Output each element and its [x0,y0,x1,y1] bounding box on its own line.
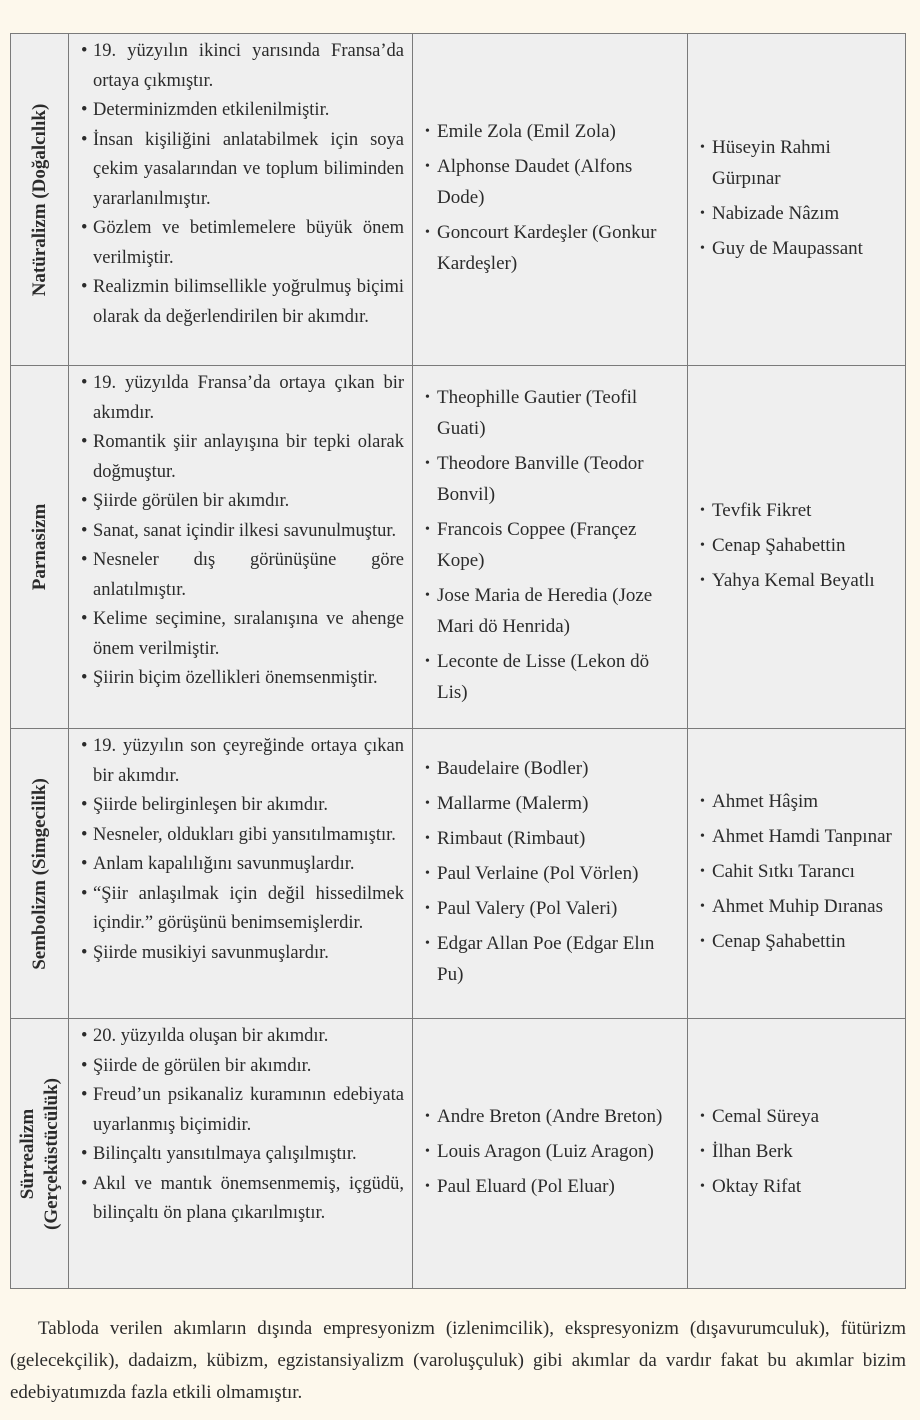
feature-item: • “Şiir anlaşılmak için değil hissedilmek içindir.” görüşünü benimsemişlerdir. [81,880,404,939]
movement-name-cell [11,366,69,729]
world-author-item: • Rimbaut (Rimbaut) [425,823,681,854]
world-author-item: • Theodore Banville (Teodor Bonvil) [425,448,681,510]
turkish-authors-list [688,132,905,264]
movement-name [28,778,52,970]
features-list [69,34,412,332]
feature-item: • Determinizmden etkilenilmiştir. [81,96,404,126]
world-author-item: • Andre Breton (Andre Breton) [425,1101,681,1132]
turkish-authors-list [688,495,905,596]
movement-name-cell [11,729,69,1019]
world-authors-list [413,753,687,990]
movement-name-line: Sürrealizm [16,1108,38,1199]
features-list [69,366,412,694]
world-authors-cell [413,366,688,729]
feature-item: • Şiirin biçim özellikleri önemsenmiştir. [81,664,404,694]
world-author-item: • Paul Verlaine (Pol Vörlen) [425,858,681,889]
turkish-authors-list [688,1101,905,1202]
world-author-item: • Emile Zola (Emil Zola) [425,116,681,147]
world-authors-list [413,116,687,279]
world-authors-list [413,1101,687,1202]
movement-row [11,366,906,729]
feature-item: • Şiirde görülen bir akımdır. [81,487,404,517]
world-authors-cell [413,1019,688,1289]
feature-item: • İnsan kişiliğini anlatabilmek için soya çekim yasalarından ve toplum biliminden yararlanılmıştır. [81,126,404,215]
world-author-item: • Theophille Gautier (Teofil Guati) [425,382,681,444]
feature-item: • 19. yüzyılın ikinci yarısında Fransa’da ortaya çıkmıştır. [81,37,404,96]
movement-name-cell [11,34,69,366]
turkish-authors-cell [688,366,906,729]
world-author-item: • Goncourt Kardeşler (Gonkur Kardeşler) [425,217,681,279]
movement-name-cell [11,1019,69,1289]
world-author-item: • Louis Aragon (Luiz Aragon) [425,1136,681,1167]
feature-item: • Şiirde belirginleşen bir akımdır. [81,791,404,821]
turkish-author-item: • Yahya Kemal Beyatlı [700,565,899,596]
world-author-item: • Leconte de Lisse (Lekon dö Lis) [425,646,681,708]
feature-item: • Kelime seçimine, sıralanışına ve ahenge önem verilmiştir. [81,605,404,664]
turkish-author-item: • Tevfik Fikret [700,495,899,526]
movement-features-cell [69,366,413,729]
world-author-item: • Edgar Allan Poe (Edgar Elın Pu) [425,928,681,990]
movement-name-line: Parnasizm [28,503,50,591]
movement-row [11,1019,906,1289]
world-author-item: • Baudelaire (Bodler) [425,753,681,784]
literary-movements-table [10,33,906,1289]
world-authors-list [413,382,687,708]
movement-name-line: Natüralizm (Doğalcılık) [28,103,50,296]
turkish-author-item: • İlhan Berk [700,1136,899,1167]
world-author-item: • Paul Valery (Pol Valeri) [425,893,681,924]
features-list [69,729,412,968]
movement-features-cell [69,34,413,366]
feature-item: • 19. yüzyılda Fransa’da ortaya çıkan bir akımdır. [81,369,404,428]
movement-name-line: (Gerçeküstücülük) [40,1077,62,1230]
turkish-author-item: • Ahmet Hamdi Tanpınar [700,821,899,852]
feature-item: • Gözlem ve betimlemelere büyük önem verilmiştir. [81,214,404,273]
turkish-author-item: • Guy de Maupassant [700,233,899,264]
world-author-item: • Francois Coppee (Françez Kope) [425,514,681,576]
turkish-authors-cell [688,729,906,1019]
feature-item: • Romantik şiir anlayışına bir tepki olarak doğmuştur. [81,428,404,487]
movement-name [16,1078,64,1230]
world-author-item: • Mallarme (Malerm) [425,788,681,819]
feature-item: • Anlam kapalılığını savunmuşlardır. [81,850,404,880]
movement-row [11,34,906,366]
feature-item: • Freud’un psikanaliz kuramının edebiyata uyarlanmış biçimidir. [81,1081,404,1140]
world-authors-cell [413,34,688,366]
turkish-authors-cell [688,1019,906,1289]
turkish-author-item: • Hüseyin Rahmi Gürpınar [700,132,899,194]
movement-features-cell [69,1019,413,1289]
feature-item: • 19. yüzyılın son çeyreğinde ortaya çıkan bir akımdır. [81,732,404,791]
turkish-author-item: • Ahmet Hâşim [700,786,899,817]
turkish-author-item: • Cenap Şahabettin [700,926,899,957]
turkish-author-item: • Ahmet Muhip Dıranas [700,891,899,922]
movement-name-line: Sembolizm (Simgecilik) [28,777,50,970]
literary-movements-table-frame [10,33,906,1288]
turkish-authors-cell [688,34,906,366]
movement-features-cell [69,729,413,1019]
feature-item: • Nesneler dış görünüşüne göre anlatılmıştır. [81,546,404,605]
world-author-item: • Paul Eluard (Pol Eluar) [425,1171,681,1202]
turkish-author-item: • Nabizade Nâzım [700,198,899,229]
feature-item: • Sanat, sanat içindir ilkesi savunulmuştur. [81,517,404,547]
turkish-author-item: • Cahit Sıtkı Tarancı [700,856,899,887]
feature-item: • 20. yüzyılda oluşan bir akımdır. [81,1022,404,1052]
feature-item: • Akıl ve mantık önemsenmemiş, içgüdü, bilinçaltı ön plana çıkarılmıştır. [81,1170,404,1229]
feature-item: • Bilinçaltı yansıtılmaya çalışılmıştır. [81,1140,404,1170]
feature-item: • Şiirde de görülen bir akımdır. [81,1052,404,1082]
turkish-author-item: • Cemal Süreya [700,1101,899,1132]
world-author-item: • Jose Maria de Heredia (Joze Mari dö Henrida) [425,580,681,642]
movement-name [28,103,52,296]
feature-item: • Nesneler, oldukları gibi yansıtılmamıştır. [81,821,404,851]
movement-row [11,729,906,1019]
movement-name [28,504,52,591]
footnote-paragraph: Tabloda verilen akımların dışında empresyonizm (izlenimcilik), ekspresyonizm (dışavurumculuk), fütürizm (gelecekçilik), dadaizm, kübizm, egzistansiyalizm (varoluşçuluk) gibi akımlar da vardır fakat bu akımlar bizim edebiyatımızda fazla etkili olmamıştır. [10,1318,906,1403]
turkish-author-item: • Cenap Şahabettin [700,530,899,561]
world-authors-cell [413,729,688,1019]
features-list [69,1019,412,1229]
turkish-authors-list [688,786,905,957]
feature-item: • Realizmin bilimsellikle yoğrulmuş biçimi olarak da değerlendirilen bir akımdır. [81,273,404,332]
feature-item: • Şiirde musikiyi savunmuşlardır. [81,939,404,969]
world-author-item: • Alphonse Daudet (Alfons Dode) [425,151,681,213]
turkish-author-item: • Oktay Rifat [700,1171,899,1202]
